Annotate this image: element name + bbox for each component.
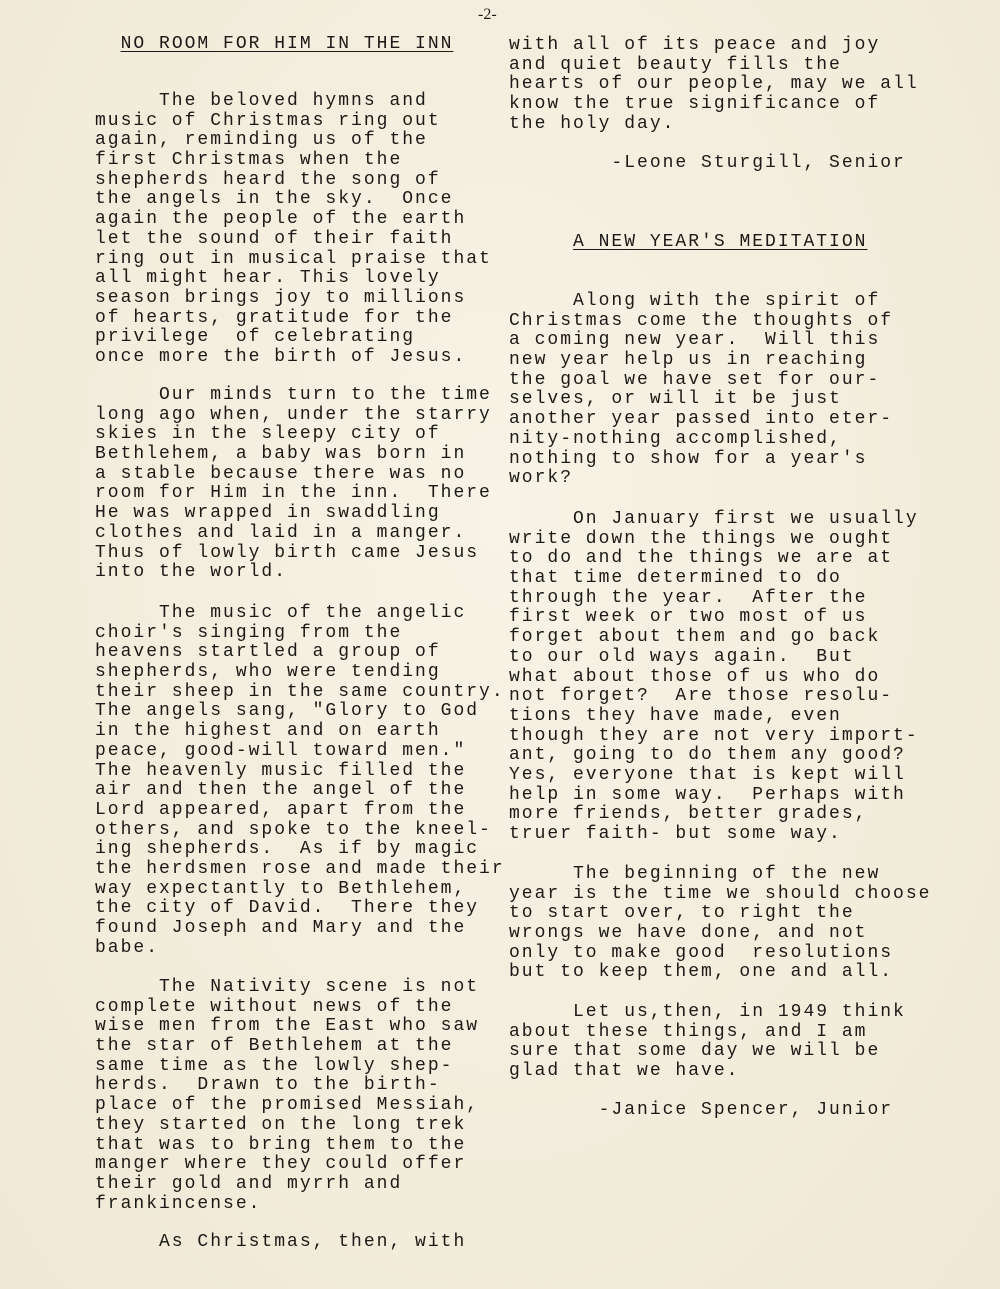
text-line: found Joseph and Mary and the [95,918,467,938]
text-line: to do and the things we are at [509,548,894,569]
signature [509,154,906,174]
text-line: The beginning of the new [509,864,881,884]
text-line: not forget? Are those resolu- [509,686,894,707]
text-line: a coming new year. Will this [509,330,881,351]
text-line: choir's singing from the [95,622,403,643]
paragraph [509,865,931,983]
text-line: room for Him in the inn. There [95,483,492,504]
text-line: in the highest and on earth [95,721,441,742]
text-line: and quiet beauty fills the [509,54,842,75]
text-line: Along with the spirit of [509,291,881,311]
text-line: help in some way. Perhaps with [509,784,906,805]
text-line: air and then the angel of the [95,780,467,801]
text-line: year is the time we should choose [509,883,932,904]
text-line: music of Christmas ring out [95,110,441,131]
text-line: nothing to show for a year's [509,448,868,469]
text-line: season brings joy to millions [95,287,467,308]
text-line: selves, or will it be just [509,389,842,410]
paragraph [95,1233,466,1253]
text-line: but to keep them, one and all. [509,962,894,983]
text-line: forget about them and go back [509,627,881,648]
text-line: frankincense. [95,1193,262,1214]
text-line: all might hear. This lovely [95,268,441,289]
text-line: The heavenly music filled the [95,760,467,781]
text-line: new year help us in reaching [509,350,868,371]
text-line: first week or two most of us [509,607,868,628]
text-line: only to make good resolutions [509,942,894,963]
text-line: truer faith- but some way. [509,824,842,844]
text-line: Christmas come the thoughts of [509,310,894,331]
text-line: peace, good-will toward men." [95,740,467,761]
text-line: that was to bring them to the [95,1134,467,1155]
text-line: their sheep in the same country. [95,681,505,702]
text-line: wrongs we have done, and not [509,923,868,944]
text-line: The Nativity scene is not [95,977,480,997]
text-line: shepherds heard the song of [95,169,441,190]
text-line: ring out in musical praise that [95,248,492,269]
text-line: ant, going to do them any good? [509,745,906,766]
text-line: Let us,then, in 1949 think [509,1002,906,1022]
text-line: place of the promised Messiah, [95,1095,480,1116]
text-line: same time as the lowly shep- [95,1055,454,1076]
paragraph [95,604,505,958]
text-line: wise men from the East who saw [95,1016,480,1037]
paragraph [509,510,919,845]
text-line: way expectantly to Bethlehem, [95,878,467,899]
paragraph [95,386,492,583]
text-line: the goal we have set for our- [509,369,881,390]
text-line: another year passed into eter- [509,409,894,430]
text-line: The angels sang, "Glory to God [95,701,480,722]
text-line: He was wrapped in swaddling [95,503,441,524]
text-line: once more the birth of Jesus. [95,346,467,367]
paragraph [509,36,919,134]
title-block [509,233,867,253]
text-line: Yes, everyone that is kept will [509,764,906,785]
text-line: though they are not very import- [509,725,919,746]
text-line: shepherds, who were tending [95,662,441,683]
text-line: about these things, and I am [509,1021,868,1042]
text-line: nity-nothing accomplished, [509,428,842,449]
text-line: they started on the long trek [95,1114,467,1135]
text-line: a stable because there was no [95,463,467,484]
text-line: the herdsmen rose and made their [95,858,505,879]
text-line: through the year. After the [509,587,868,608]
paragraph [509,292,893,489]
text-line: -Janice Spencer, Junior [509,1100,894,1120]
text-line: Lord appeared, apart from the [95,799,467,820]
text-line: with all of its peace and joy [509,35,881,55]
text-line: tions they have made, even [509,705,842,726]
text-line: more friends, better grades, [509,804,868,825]
text-line: again, reminding us of the [95,130,428,151]
page-number: -2- [478,6,497,23]
text-line: manger where they could offer [95,1154,467,1175]
signature [509,1101,893,1121]
text-line: that time determined to do [509,568,842,589]
text-line: into the world. [95,562,288,583]
text-line: write down the things we ought [509,528,894,549]
text-line: work? [509,468,574,489]
text-line: again the people of the earth [95,209,467,230]
text-line: the star of Bethlehem at the [95,1036,454,1057]
text-line: what about those of us who do [509,666,881,687]
text-line: first Christmas when the [95,150,403,171]
text-line: of hearts, gratitude for the [95,307,454,328]
text-line: complete without news of the [95,996,454,1017]
paragraph [95,978,479,1214]
text-line: skies in the sleepy city of [95,424,441,445]
text-line: The beloved hymns and [95,91,428,111]
text-line: Thus of lowly birth came Jesus [95,542,480,563]
text-line: long ago when, under the starry [95,404,492,425]
text-line: glad that we have. [509,1061,740,1082]
article-title-no-room: NO ROOM FOR HIM IN THE INN [120,34,454,54]
text-line: heavens startled a group of [95,642,441,663]
text-line: to start over, to right the [509,903,855,924]
text-line: to our old ways again. But [509,646,855,667]
paragraph [509,1003,906,1082]
paragraph [95,92,492,368]
text-line: privilege of celebrating [95,327,416,348]
text-line: know the true significance of [509,94,881,115]
text-line: On January first we usually [509,509,919,529]
text-line: ing shepherds. As if by magic [95,839,480,860]
text-line: the city of David. There they [95,898,480,919]
text-line: sure that some day we will be [509,1041,881,1062]
text-line: hearts of our people, may we all [509,74,919,95]
text-line: clothes and laid in a manger. [95,522,467,543]
text-line: others, and spoke to the kneel- [95,819,492,840]
text-line: herds. Drawn to the birth- [95,1075,441,1096]
text-line: their gold and myrrh and [95,1173,403,1194]
text-line: -Leone Sturgill, Senior [509,153,906,173]
text-line: Bethlehem, a baby was born in [95,444,467,465]
text-line: let the sound of their faith [95,228,454,249]
text-line: the holy day. [509,113,676,134]
text-line: babe. [95,937,160,958]
text-line: As Christmas, then, with [95,1232,467,1252]
text-line: Our minds turn to the time [95,385,492,405]
text-line: The music of the angelic [95,603,467,623]
text-line: the angels in the sky. Once [95,189,454,210]
article-title-new-year: A NEW YEAR'S MEDITATION [573,232,868,252]
